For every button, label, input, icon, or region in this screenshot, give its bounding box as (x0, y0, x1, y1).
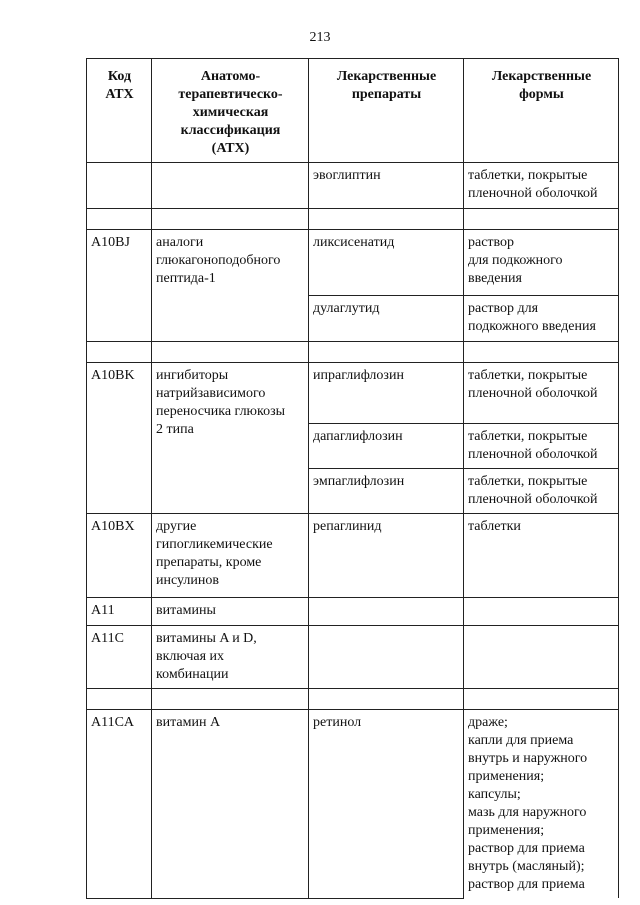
cell-drug: репаглинид (309, 514, 464, 598)
cell-drug: ликсисенатид (309, 230, 464, 296)
header-classification: Анатомо- терапевтическо- химическая классификация (АТХ) (152, 59, 309, 163)
table-row (87, 230, 619, 296)
cell-code: A11CA (87, 710, 152, 899)
cell-form: таблетки, покрытые пленочной оболочкой (464, 424, 619, 469)
cell-classification (152, 163, 309, 209)
page-number: 213 (309, 30, 331, 45)
cell-drug: дапаглифлозин (309, 424, 464, 469)
cell-form: таблетки, покрытые пленочной оболочкой (464, 363, 619, 424)
cell-code: A10BK (87, 363, 152, 514)
cell-classification: другие гипогликемические препараты, кроме инсулинов (152, 514, 309, 598)
table-row (87, 710, 619, 899)
cell-code: A10BX (87, 514, 152, 598)
cell-classification: витамины A и D, включая их комбинации (152, 626, 309, 689)
cell-form (464, 626, 619, 689)
cell-code: A11 (87, 598, 152, 626)
cell-classification: витамин A (152, 710, 309, 899)
header-forms: Лекарственные формы (464, 59, 619, 163)
cell-drug (309, 626, 464, 689)
cell-form (464, 598, 619, 626)
table-row (87, 514, 619, 598)
cell-code: A10BJ (87, 230, 152, 342)
cell-form: раствор для подкожного введения (464, 230, 619, 296)
header-code: Код АТХ (87, 59, 152, 163)
atx-table (86, 58, 619, 899)
cell-form: таблетки (464, 514, 619, 598)
header-drugs: Лекарственные препараты (309, 59, 464, 163)
table-row (87, 626, 619, 689)
cell-code (87, 163, 152, 209)
cell-drug (309, 598, 464, 626)
table-row (87, 598, 619, 626)
cell-form: раствор для подкожного введения (464, 296, 619, 342)
cell-drug: эвоглиптин (309, 163, 464, 209)
cell-drug: ипраглифлозин (309, 363, 464, 424)
cell-classification: витамины (152, 598, 309, 626)
cell-form: таблетки, покрытые пленочной оболочкой (464, 163, 619, 209)
cell-drug: дулаглутид (309, 296, 464, 342)
table-header-row (87, 59, 619, 163)
cell-drug: эмпаглифлозин (309, 469, 464, 514)
table-row (87, 363, 619, 424)
cell-code: A11C (87, 626, 152, 689)
table-row (87, 163, 619, 209)
cell-form: таблетки, покрытые пленочной оболочкой (464, 469, 619, 514)
cell-form: драже; капли для приема внутрь и наружного применения; капсулы; мазь для наружного применения; раствор для приема внутрь (масляный); раствор для приема (464, 710, 619, 899)
cell-classification: аналоги глюкагоноподобного пептида-1 (152, 230, 309, 342)
cell-classification: ингибиторы натрийзависимого переносчика глюкозы 2 типа (152, 363, 309, 514)
cell-drug: ретинол (309, 710, 464, 899)
